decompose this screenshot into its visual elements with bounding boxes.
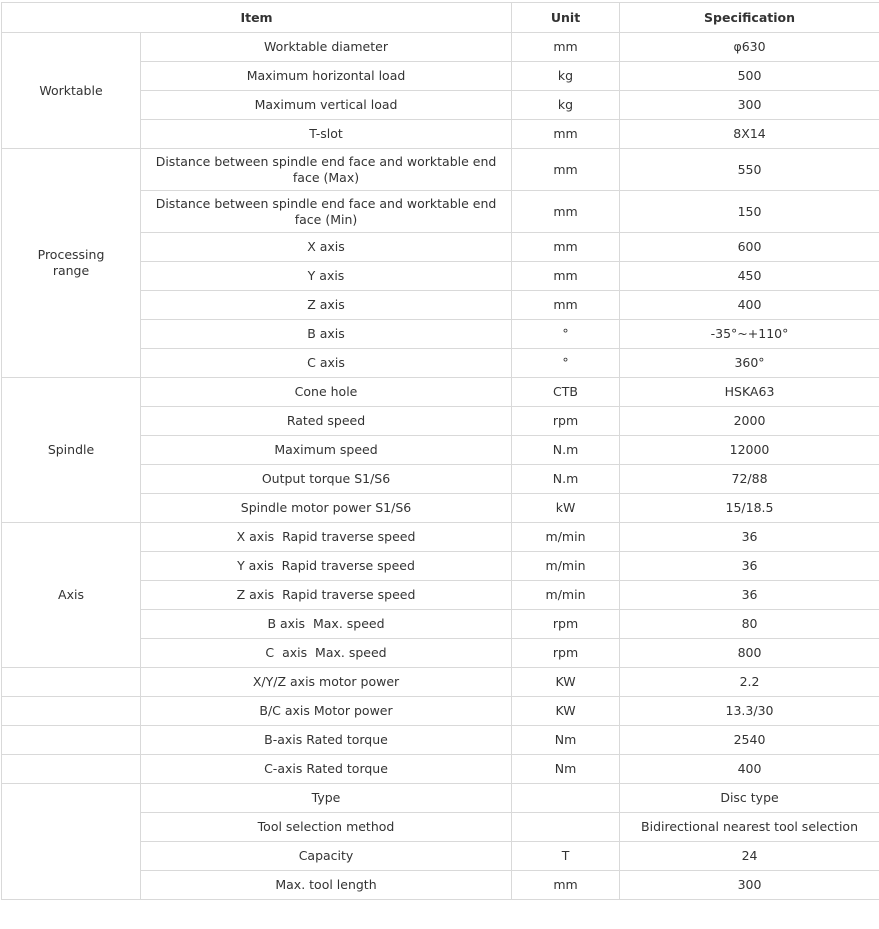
group-label-line: range (53, 263, 89, 278)
empty-group-cell (2, 784, 141, 900)
spec-cell: 15/18.5 (620, 494, 879, 523)
table-row (2, 784, 879, 813)
unit-cell: KW (512, 697, 620, 726)
spec-cell: 13.3/30 (620, 697, 879, 726)
empty-group-cell (2, 668, 141, 697)
item-cell: Cone hole (141, 378, 512, 407)
unit-cell: rpm (512, 407, 620, 436)
spec-cell: 450 (620, 262, 879, 291)
spec-cell: Disc type (620, 784, 879, 813)
item-cell: T-slot (141, 120, 512, 149)
table-row (2, 523, 879, 552)
unit-cell: KW (512, 668, 620, 697)
item-cell: Distance between spindle end face and worktable end face (Max) (141, 149, 512, 191)
item-cell: Z axis Rapid traverse speed (141, 581, 512, 610)
item-cell: Worktable diameter (141, 33, 512, 62)
specification-table (1, 2, 879, 900)
item-cell: X/Y/Z axis motor power (141, 668, 512, 697)
spec-cell: 36 (620, 523, 879, 552)
unit-cell: rpm (512, 639, 620, 668)
unit-cell: rpm (512, 610, 620, 639)
item-cell: Maximum speed (141, 436, 512, 465)
spec-cell: 150 (620, 191, 879, 233)
item-cell: X axis Rapid traverse speed (141, 523, 512, 552)
item-cell: C-axis Rated torque (141, 755, 512, 784)
spec-cell: 80 (620, 610, 879, 639)
item-cell: Maximum vertical load (141, 91, 512, 120)
item-cell: Output torque S1/S6 (141, 465, 512, 494)
spec-cell: 400 (620, 755, 879, 784)
item-cell: Capacity (141, 842, 512, 871)
item-cell: B axis (141, 320, 512, 349)
item-cell: Rated speed (141, 407, 512, 436)
unit-cell: m/min (512, 581, 620, 610)
spec-cell: Bidirectional nearest tool selection (620, 813, 879, 842)
item-cell: Max. tool length (141, 871, 512, 900)
item-cell: Z axis (141, 291, 512, 320)
spec-cell: 72/88 (620, 465, 879, 494)
table-row (2, 668, 879, 697)
unit-cell: N.m (512, 436, 620, 465)
group-label-worktable: Worktable (2, 33, 141, 149)
item-cell: Tool selection method (141, 813, 512, 842)
item-cell: C axis (141, 349, 512, 378)
spec-cell: 800 (620, 639, 879, 668)
item-cell: C axis Max. speed (141, 639, 512, 668)
spec-cell: 300 (620, 91, 879, 120)
unit-cell: mm (512, 291, 620, 320)
spec-cell: 600 (620, 233, 879, 262)
unit-cell: ° (512, 349, 620, 378)
item-cell: Y axis (141, 262, 512, 291)
group-label-axis: Axis (2, 523, 141, 668)
spec-cell: 2.2 (620, 668, 879, 697)
spec-cell: 12000 (620, 436, 879, 465)
spec-cell: 36 (620, 552, 879, 581)
spec-cell: 2000 (620, 407, 879, 436)
header-specification: Specification (620, 3, 879, 33)
table-row (2, 697, 879, 726)
unit-cell: ° (512, 320, 620, 349)
table-row (2, 378, 879, 407)
unit-cell: Nm (512, 755, 620, 784)
unit-cell: kg (512, 62, 620, 91)
item-cell: Y axis Rapid traverse speed (141, 552, 512, 581)
table-row (2, 33, 879, 62)
unit-cell: mm (512, 120, 620, 149)
spec-cell: -35°~+110° (620, 320, 879, 349)
group-label-spindle: Spindle (2, 378, 141, 523)
unit-cell: mm (512, 191, 620, 233)
item-cell: B axis Max. speed (141, 610, 512, 639)
spec-cell: φ630 (620, 33, 879, 62)
item-cell: B/C axis Motor power (141, 697, 512, 726)
spec-cell: HSKA63 (620, 378, 879, 407)
unit-cell: Nm (512, 726, 620, 755)
spec-cell: 8X14 (620, 120, 879, 149)
unit-cell: mm (512, 33, 620, 62)
unit-cell: CTB (512, 378, 620, 407)
unit-cell (512, 784, 620, 813)
item-cell: Distance between spindle end face and worktable end face (Min) (141, 191, 512, 233)
spec-cell: 550 (620, 149, 879, 191)
empty-group-cell (2, 697, 141, 726)
header-unit: Unit (512, 3, 620, 33)
unit-cell (512, 813, 620, 842)
unit-cell: m/min (512, 523, 620, 552)
unit-cell: mm (512, 871, 620, 900)
spec-cell: 300 (620, 871, 879, 900)
unit-cell: mm (512, 233, 620, 262)
spec-cell: 360° (620, 349, 879, 378)
empty-group-cell (2, 726, 141, 755)
item-cell: Maximum horizontal load (141, 62, 512, 91)
group-label-processing-range (2, 149, 141, 378)
unit-cell: m/min (512, 552, 620, 581)
header-item: Item (2, 3, 512, 33)
header-row (2, 3, 879, 33)
unit-cell: N.m (512, 465, 620, 494)
spec-cell: 500 (620, 62, 879, 91)
empty-group-cell (2, 755, 141, 784)
unit-cell: T (512, 842, 620, 871)
unit-cell: mm (512, 149, 620, 191)
group-label-line: Processing (38, 247, 105, 262)
spec-cell: 2540 (620, 726, 879, 755)
table-row (2, 755, 879, 784)
item-cell: X axis (141, 233, 512, 262)
unit-cell: kg (512, 91, 620, 120)
table-row (2, 726, 879, 755)
unit-cell: mm (512, 262, 620, 291)
spec-cell: 400 (620, 291, 879, 320)
item-cell: B-axis Rated torque (141, 726, 512, 755)
table-row (2, 149, 879, 191)
item-cell: Spindle motor power S1/S6 (141, 494, 512, 523)
spec-cell: 36 (620, 581, 879, 610)
spec-cell: 24 (620, 842, 879, 871)
item-cell: Type (141, 784, 512, 813)
unit-cell: kW (512, 494, 620, 523)
